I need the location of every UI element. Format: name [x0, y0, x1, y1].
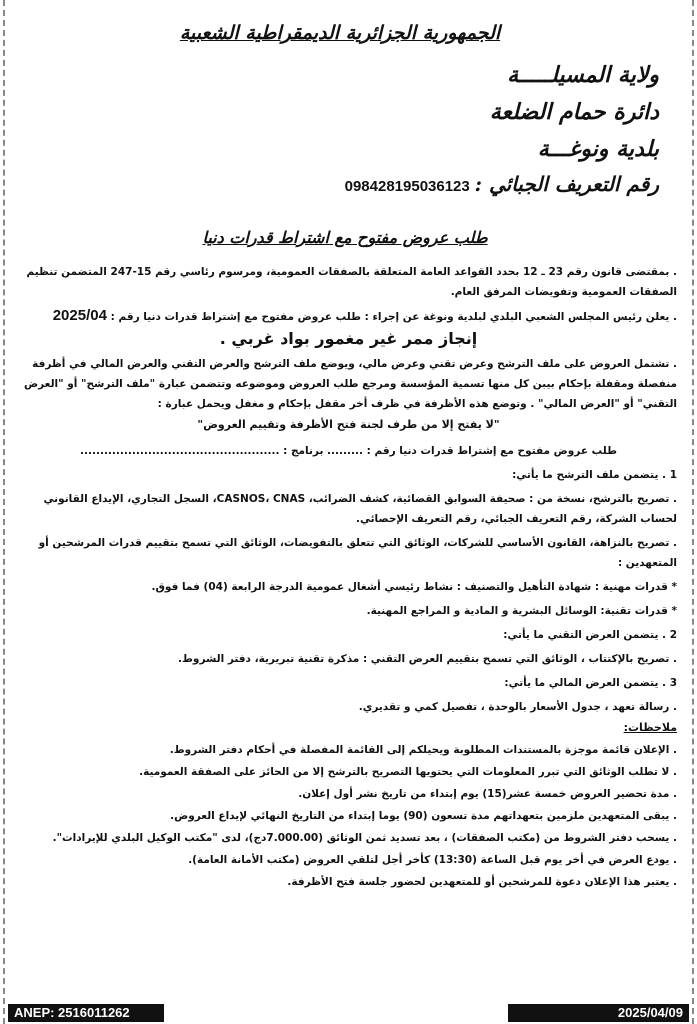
- announcement: [20, 306, 677, 327]
- anep-number: ANEP: 2516011262: [8, 1004, 164, 1022]
- section-3-title: 3 . يتضمن العرض المالي ما يأتي:: [504, 677, 677, 689]
- footer-bar: [8, 1004, 689, 1022]
- remark-item: . يبقى المتعهدين ملزمين بتعهداتهم مدة تسعون (90) يوما إبتداء من التاريخ النهائي لإيداع العروض.: [170, 810, 677, 822]
- section-1-title: 1 . يتضمن ملف الترشح ما يأتي:: [512, 469, 677, 481]
- remarks-title: ملاحظات:: [623, 721, 677, 734]
- section-1-item-3: * قدرات مهنية : شهادة التأهيل والتصنيف : نشاط رئيسي أشغال عمومية الدرجة الرابعة (04) فما فوق.: [151, 581, 677, 593]
- perforation-left: [3, 0, 5, 1024]
- section-1-item-4: * قدرات تقنية: الوسائل البشرية و المادية و المراجع المهنية.: [366, 605, 677, 617]
- tax-id-label: رقم التعريف الجبائي :: [474, 172, 659, 196]
- remark-item: . يعتبر هذا الإعلان دعوة للمرشحين أو للمتعهدين لحضور جلسة فتح الأظرفة.: [287, 876, 677, 888]
- remark-item: . مدة تحضير العروض خمسة عشر(15) يوم إبتداء من تاريخ نشر أول إعلان.: [298, 788, 677, 800]
- section-2-title: 2 . يتضمن العرض التقني ما يأتي:: [503, 629, 677, 641]
- publication-date: 2025/04/09: [508, 1004, 689, 1022]
- legal-basis: . بمقتضى قانون رقم 23 ـ 12 بحدد القواعد العامة المتعلقة بالصفقات العمومية، ومرسوم رئاسي رقم 15-247 المتضمن تنظيم الصفقات العمومية وتفويضات المرفق العام.: [26, 266, 677, 298]
- reference-number: 2025/04: [52, 307, 107, 324]
- daira-line: دائرة حمام الضلعة: [489, 99, 659, 125]
- offers-content: . تشتمل العروض على ملف الترشح وعرض تقني وعرض مالي، ويوضع ملف الترشح والعرض التقني والعرض المالي في أظرفة منفصلة ومقفلة بإحكام بيبن كل منها تسمية المؤسسة ومرجع طلب العروض وموضوعه وتتضمن عبارة "ملف الترشح" أو "العرض التقني" أو "العرض المالي" . وتوضع هذه الأظرفة في ظرف أخر مقفل بإحكام و مغفل ويحمل عبارة :: [23, 358, 677, 410]
- tax-id-line: [239, 172, 659, 196]
- remark-item: . يسحب دفتر الشروط من (مكتب الصفقات) ، بعد تسديد ثمن الوثائق (7.000.00دج)، لدى "مكتب الوكيل البلدي للإيرادات".: [52, 832, 677, 844]
- section-1-item-1: . تصريح بالترشح، نسخة من : صحيفة السوابق القضائية، كشف الضرائب، CASNOS، CNAS، السجل التجاري، الإيداع القانوني لحساب الشركة، رقم التعريف الجبائي، رقم التعريف الإحصائي.: [43, 493, 677, 525]
- project-title: إنجاز ممر غير مغمور بواد غربي .: [219, 329, 478, 348]
- announcement-text: . يعلن رئيس المجلس الشعبي البلدي لبلدية ونوغة عن إجراء : طلب عروض مفتوح مع إشتراط قدرات دنيا رقم :: [110, 311, 677, 323]
- republic-title: الجمهورية الجزائرية الديمقراطية الشعبية: [179, 22, 501, 44]
- remark-item: . يودع العرض في أخر يوم قبل الساعة (13:30) كأخر أجل لتلقي العروض (مكتب الأمانة العامة).: [188, 854, 677, 866]
- envelope-quote: "لا يفتح إلا من طرف لجنة فتح الأظرفة وتقييم العروض": [197, 418, 500, 431]
- tax-id-value: 098428195036123: [344, 178, 470, 195]
- commune-line: بلدية ونوغـــة: [537, 136, 659, 162]
- wilaya-line: ولاية المسيلـــــة: [507, 62, 659, 88]
- envelope-line: طلب عروض مفتوح مع إشتراط قدرات دنيا رقم : ......... برنامج : ..................................................: [80, 445, 617, 457]
- section-3-item-1: . رسالة تعهد ، جدول الأسعار بالوحدة ، تفصيل كمي و تقديري.: [358, 701, 677, 713]
- section-2-item-1: . تصريح بالإكتتاب ، الوثائق التي تسمح بتقييم العرض التقني : مذكرة تقنية تبريرية، دفتر الشروط.: [178, 653, 677, 665]
- remark-item: . لا تطلب الوثائق التي تبرر المعلومات التي يحتويها التصريح بالترشح إلا من الحائز على الصفقة العمومية.: [139, 766, 677, 778]
- remark-item: . الإعلان قائمة موجزة بالمستندات المطلوبة ويحيلكم إلى القائمة المفصلة في أحكام دفتر الشروط.: [169, 744, 677, 756]
- perforation-right: [692, 0, 694, 1024]
- section-1-item-2: . تصريح بالنزاهة، القانون الأساسي للشركات، الوثائق التي تتعلق بالتفويضات، الوثائق التي تسمح بتقييم قدرات المرشحين أو المتعهدين :: [38, 537, 677, 569]
- notice-body: [20, 262, 677, 894]
- notice-title: طلب عروض مفتوح مع اشتراط قدرات دنيا: [202, 228, 488, 247]
